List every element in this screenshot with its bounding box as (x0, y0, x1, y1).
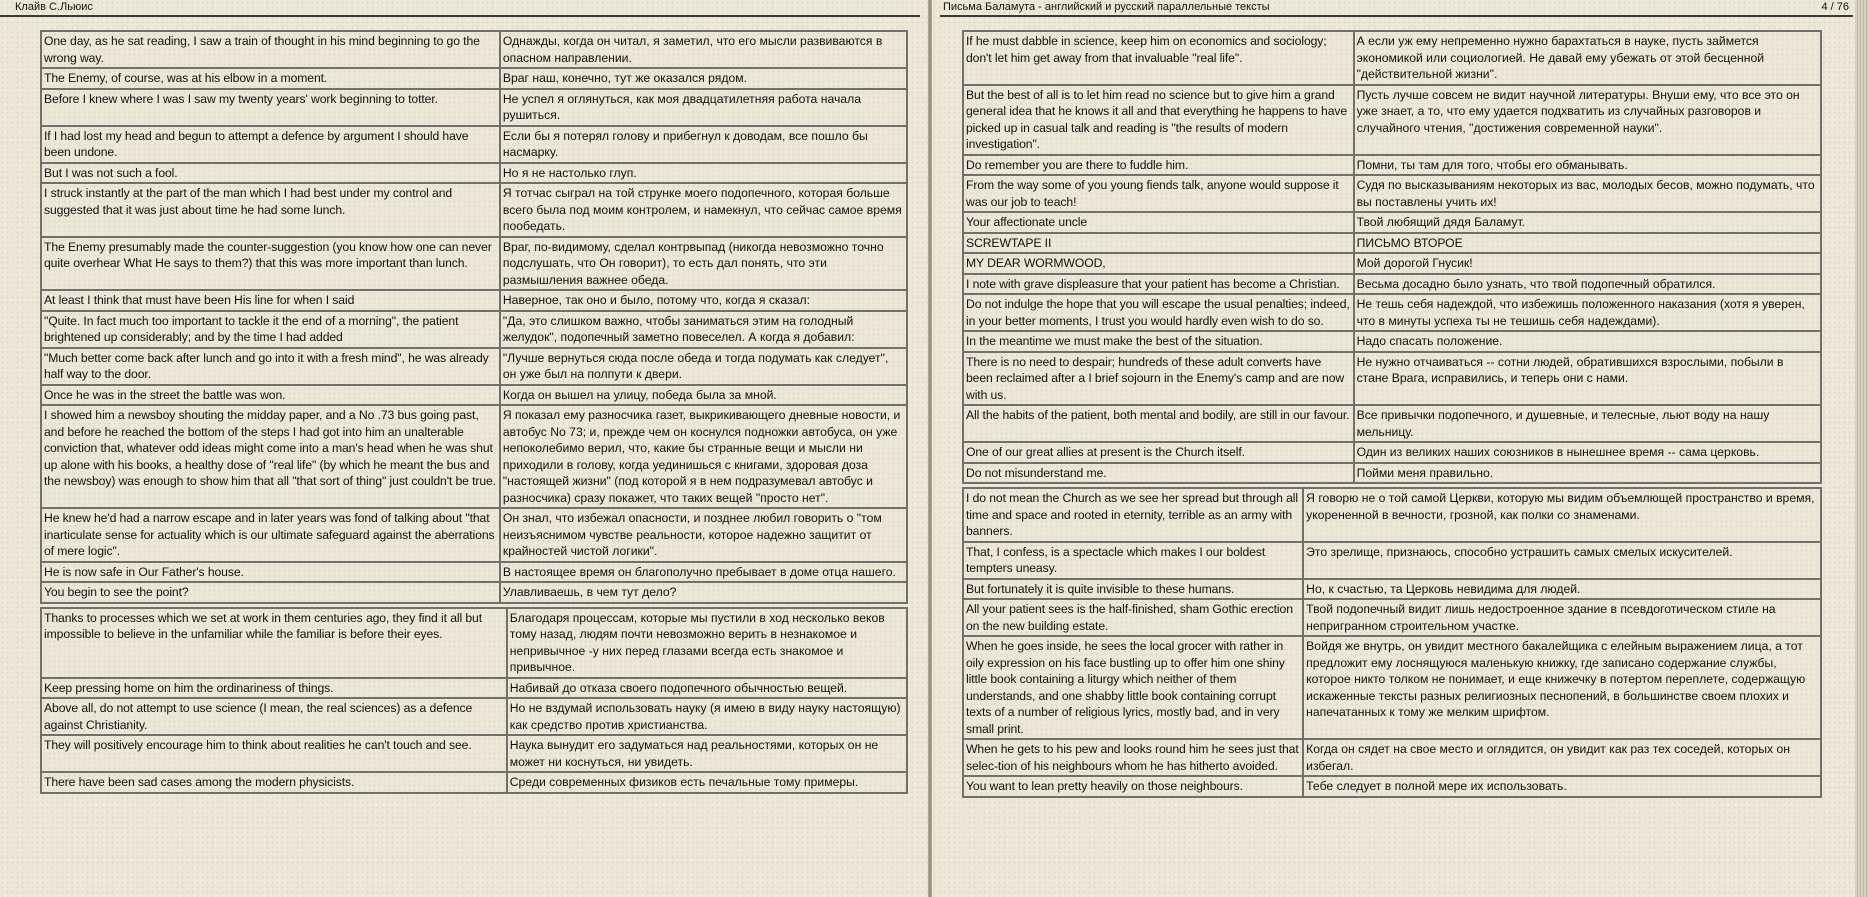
page-stack-edge (1855, 0, 1869, 897)
parallel-text-table (962, 487, 1822, 798)
table-row (964, 543, 1820, 578)
english-text-cell: He knew he'd had a narrow escape and in later years was fond of talking about "that inarticulate sense for actuality which is our ultimate safeguard against the aberrations of mere logic". (42, 509, 499, 561)
russian-text-cell: Благодаря процессам, которые мы пустили в ход несколько веков тому назад, людям почти невозможно верить в незнакомое и непривычное -у них перед глазами всегда есть знакомое и привычное. (508, 609, 906, 677)
english-text-cell: Thanks to processes which we set at work in them centuries ago, they find it all but impossible to believe in the unfamiliar while the familiar is before their eyes. (42, 609, 506, 677)
table-row (42, 736, 906, 771)
left-page (0, 0, 928, 897)
english-text-cell: Keep pressing home on him the ordinariness of things. (42, 679, 506, 698)
english-text-cell: At least I think that must have been His line for when I said (42, 291, 499, 310)
left-page-header (0, 0, 920, 17)
russian-text-cell: Весьма досадно было узнать, что твой подопечный обратился. (1355, 275, 1820, 294)
english-text-cell: Do remember you are there to fuddle him. (964, 156, 1353, 175)
russian-text-cell: Один из великих наших союзников в нынешнее время -- сама церковь. (1355, 443, 1820, 462)
english-text-cell: If I had lost my head and begun to attempt a defence by argument I should have been undone. (42, 127, 499, 162)
table-row (964, 234, 1820, 253)
russian-text-cell: Он знал, что избежал опасности, и позднее любил говорить о "том неизъяснимом чувстве реальности, которое надежно защитит от крайностей чистой логики". (501, 509, 906, 561)
table-row (964, 176, 1820, 211)
russian-text-cell: Я показал ему разносчика газет, выкрикивающего дневные новости, и автобус No 73; и, прежде чем он коснулся подножки автобуса, он уже непоколебимо верил, что, какие бы странные вещи и мысли ни приходили в голову, когда уединишься с книгами, здоровая доза "настоящей жизни" (под которой я в нем подразумевал автобус и разносчика) сразу покажет, что таких вещей "просто нет". (501, 406, 906, 507)
russian-text-cell: Не успел я оглянуться, как моя двадцатилетняя работа начала рушиться. (501, 90, 906, 125)
english-text-cell: One day, as he sat reading, I saw a train of thought in his mind beginning to go the wrong way. (42, 32, 499, 67)
russian-text-cell: Когда он сядет на свое место и оглядится, он увидит как раз тех соседей, которых он избегал. (1304, 740, 1820, 775)
parallel-text-table (40, 30, 908, 604)
parallel-text-table (962, 30, 1822, 484)
russian-text-cell: Если бы я потерял голову и прибегнул к доводам, все пошло бы насмарку. (501, 127, 906, 162)
russian-text-cell: Твой подопечный видит лишь недостроенное здание в псевдоготическом стиле на непригранном строительном участке. (1304, 600, 1820, 635)
english-text-cell: I do not mean the Church as we see her spread but through all time and space and rooted in eternity, terrible as an army with banners. (964, 489, 1302, 541)
english-text-cell: One of our great allies at present is the Church itself. (964, 443, 1353, 462)
table-row (42, 583, 906, 602)
english-text-cell: I struck instantly at the part of the man which I had best under my control and suggested that it was just about time he had some lunch. (42, 184, 499, 236)
english-text-cell: If he must dabble in science, keep him on economics and sociology; don't let him get away from that invaluable "real life". (964, 32, 1353, 84)
table-row (42, 679, 906, 698)
english-text-cell: I showed him a newsboy shouting the midday paper, and a No .73 bus going past, and before he reached the bottom of the steps I had got into him an unalterable conviction that, whatever odd ideas might come into a man's head when he was shut up alone with his books, a healthy dose of "real life" (by which he meant the bus and the newsboy) was enough to show him that all "that sort of thing" just couldn't be true. (42, 406, 499, 507)
table-row (964, 254, 1820, 273)
english-text-cell: I note with grave displeasure that your patient has become a Christian. (964, 275, 1353, 294)
english-text-cell: He is now safe in Our Father's house. (42, 563, 499, 582)
book-title: Письма Баламута - английский и русский параллельные тексты (943, 1, 1270, 13)
right-page-header (940, 0, 1853, 17)
table-row (964, 156, 1820, 175)
english-text-cell: You begin to see the point? (42, 583, 499, 602)
table-row (42, 127, 906, 162)
english-text-cell: They will positively encourage him to think about realities he can't touch and see. (42, 736, 506, 771)
english-text-cell: You want to lean pretty heavily on those neighbours. (964, 777, 1302, 796)
english-text-cell: "Quite. In fact much too important to tackle it the end of a morning", the patient brightened up considerably; and by the time I had added (42, 312, 499, 347)
russian-text-cell: ПИСЬМО ВТОРОЕ (1355, 234, 1820, 253)
russian-text-cell: Враг, по-видимому, сделал контрвыпад (никогда невозможно точно подслушать, что Он говорит), то есть дал понять, что эти размышления важнее обеда. (501, 238, 906, 290)
english-text-cell: There have been sad cases among the modern physicists. (42, 773, 506, 792)
page-number: 4 / 76 (1821, 1, 1849, 13)
table-row (42, 69, 906, 88)
russian-text-cell: В настоящее время он благополучно пребывает в доме отца нашего. (501, 563, 906, 582)
english-text-cell: "Much better come back after lunch and go into it with a fresh mind", he was already half way to the door. (42, 349, 499, 384)
russian-text-cell: Не тешь себя надеждой, что избежишь положенного наказания (хотя я уверен, что в минуты успеха ты не тешишь себя надеждами). (1355, 295, 1820, 330)
table-row (42, 90, 906, 125)
russian-text-cell: Это зрелище, признаюсь, способно устрашить самых смелых искусителей. (1304, 543, 1820, 578)
table-row (42, 238, 906, 290)
english-text-cell: Your affectionate uncle (964, 213, 1353, 232)
table-row (42, 184, 906, 236)
russian-text-cell: Когда он вышел на улицу, победа была за мной. (501, 386, 906, 405)
parallel-text-table (40, 607, 908, 794)
english-text-cell: SCREWTAPE II (964, 234, 1353, 253)
table-row (42, 699, 906, 734)
table-row (42, 773, 906, 792)
english-text-cell: Do not indulge the hope that you will escape the usual penalties; indeed, in your better moments, I trust you would hardly even wish to do so. (964, 295, 1353, 330)
table-row (964, 489, 1820, 541)
russian-text-cell: Твой любящий дядя Баламут. (1355, 213, 1820, 232)
english-text-cell: There is no need to despair; hundreds of these adult converts have been reclaimed after a I brief sojourn in the Enemy's camp and are now with us. (964, 353, 1353, 405)
russian-text-cell: Войдя же внутрь, он увидит местного бакалейщика с елейным выражением лица, а тот предложит ему лоснящуюся маленькую книжку, где записано содержание службы, которое никто толком не понимает, и еще книжечку в потертом переплете, содержащую искаженные тексты разных религиозных песнопений, в большинстве своем плохих и напечатанных к тому же мелким шрифтом. (1304, 637, 1820, 738)
russian-text-cell: Но не вздумай использовать науку (я имею в виду науку настоящую) как средство против христианства. (508, 699, 906, 734)
russian-text-cell: Тебе следует в полной мере их использовать. (1304, 777, 1820, 796)
table-row (964, 275, 1820, 294)
english-text-cell: But I was not such a fool. (42, 164, 499, 183)
russian-text-cell: Судя по высказываниям некоторых из вас, молодых бесов, можно подумать, что вы поставлены учить их! (1355, 176, 1820, 211)
russian-text-cell: Улавливаешь, в чем тут дело? (501, 583, 906, 602)
russian-text-cell: Помни, ты там для того, чтобы его обманывать. (1355, 156, 1820, 175)
english-text-cell: When he goes inside, he sees the local grocer with rather in oily expression on his face bustling up to offer him one shiny little book containing a liturgy which neither of them understands, and one shabby little book containing corrupt texts of a number of religious lyrics, mostly bad, and in very small print. (964, 637, 1302, 738)
table-row (964, 464, 1820, 483)
english-text-cell: When he gets to his pew and looks round him he sees just that selec-tion of his neighbours whom he has hitherto avoided. (964, 740, 1302, 775)
english-text-cell: The Enemy presumably made the counter-suggestion (you know how one can never quite overhear What He says to them?) that this was more important than lunch. (42, 238, 499, 290)
table-row (42, 312, 906, 347)
table-row (964, 637, 1820, 738)
table-row (964, 213, 1820, 232)
english-text-cell: In the meantime we must make the best of the situation. (964, 332, 1353, 351)
table-row (964, 32, 1820, 84)
table-row (42, 509, 906, 561)
english-text-cell: But fortunately it is quite invisible to these humans. (964, 580, 1302, 599)
russian-text-cell: Но, к счастью, та Церковь невидима для людей. (1304, 580, 1820, 599)
english-text-cell: But the best of all is to let him read no science but to give him a grand general idea that he knows it all and that everything he happens to have picked up in casual talk and reading is "the results of modern investigation". (964, 86, 1353, 154)
russian-text-cell: Однажды, когда он читал, я заметил, что его мысли развиваются в опасном направлении. (501, 32, 906, 67)
english-text-cell: That, I confess, is a spectacle which makes I our boldest tempters uneasy. (964, 543, 1302, 578)
table-row (42, 386, 906, 405)
russian-text-cell: Наука вынудит его задуматься над реальностями, которых он не может ни коснуться, ни увидеть. (508, 736, 906, 771)
russian-text-cell: Пусть лучше совсем не видит научной литературы. Внуши ему, что все это он уже знает, а то, что ему удается подхватить из случайных разговоров и случайного чтения, "достижения современной науки". (1355, 86, 1820, 154)
table-row (42, 609, 906, 677)
russian-text-cell: Наверное, так оно и было, потому что, когда я сказал: (501, 291, 906, 310)
right-page (932, 0, 1869, 897)
russian-text-cell: Набивай до отказа своего подопечного обычностью вещей. (508, 679, 906, 698)
table-row (42, 291, 906, 310)
russian-text-cell: Среди современных физиков есть печальные тому примеры. (508, 773, 906, 792)
english-text-cell: All the habits of the patient, both mental and bodily, are still in our favour. (964, 406, 1353, 441)
table-row (964, 353, 1820, 405)
table-row (964, 406, 1820, 441)
table-row (42, 406, 906, 507)
table-row (964, 580, 1820, 599)
russian-text-cell: Мой дорогой Гнусик! (1355, 254, 1820, 273)
english-text-cell: Above all, do not attempt to use science (I mean, the real sciences) as a defence against Christianity. (42, 699, 506, 734)
russian-text-cell: Пойми меня правильно. (1355, 464, 1820, 483)
russian-text-cell: "Лучше вернуться сюда после обеда и тогда подумать как следует", он уже был на полпути к двери. (501, 349, 906, 384)
table-row (964, 332, 1820, 351)
russian-text-cell: Не нужно отчаиваться -- сотни людей, обратившихся взрослыми, побыли в стане Врага, исправились, и теперь они с нами. (1355, 353, 1820, 405)
russian-text-cell: Враг наш, конечно, тут же оказался рядом. (501, 69, 906, 88)
english-text-cell: Once he was in the street the battle was won. (42, 386, 499, 405)
russian-text-cell: "Да, это слишком важно, чтобы заниматься этим на голодный желудок", подопечный заметно повеселел. А когда я добавил: (501, 312, 906, 347)
russian-text-cell: Надо спасать положение. (1355, 332, 1820, 351)
table-row (964, 740, 1820, 775)
right-parallel-text (962, 30, 1822, 801)
table-row (42, 349, 906, 384)
english-text-cell: All your patient sees is the half-finished, sham Gothic erection on the new building estate. (964, 600, 1302, 635)
table-row (42, 164, 906, 183)
table-row (42, 563, 906, 582)
table-row (964, 86, 1820, 154)
book-author-title: Клайв С.Льюис (15, 1, 93, 13)
russian-text-cell: Я тотчас сыграл на той струнке моего подопечного, которая больше всего была под моим контролем, и намекнул, что сейчас самое время пообедать. (501, 184, 906, 236)
english-text-cell: MY DEAR WORMWOOD, (964, 254, 1353, 273)
russian-text-cell: Все привычки подопечного, и душевные, и телесные, льют воду на нашу мельницу. (1355, 406, 1820, 441)
table-row (964, 600, 1820, 635)
russian-text-cell: Я говорю не о той самой Церкви, которую мы видим объемлющей пространство и время, укорененной в вечности, грозной, как полки со знаменами. (1304, 489, 1820, 541)
table-row (964, 777, 1820, 796)
russian-text-cell: Но я не настолько глуп. (501, 164, 906, 183)
table-row (42, 32, 906, 67)
english-text-cell: Before I knew where I was I saw my twenty years' work beginning to totter. (42, 90, 499, 125)
table-row (964, 295, 1820, 330)
english-text-cell: From the way some of you young fiends talk, anyone would suppose it was our job to teach! (964, 176, 1353, 211)
english-text-cell: Do not misunderstand me. (964, 464, 1353, 483)
table-row (964, 443, 1820, 462)
left-parallel-text (40, 30, 908, 797)
russian-text-cell: А если уж ему непременно нужно барахтаться в науке, пусть займется экономикой или социологией. Не давай ему убежать от этой бесценной "действительной жизни". (1355, 32, 1820, 84)
english-text-cell: The Enemy, of course, was at his elbow in a moment. (42, 69, 499, 88)
